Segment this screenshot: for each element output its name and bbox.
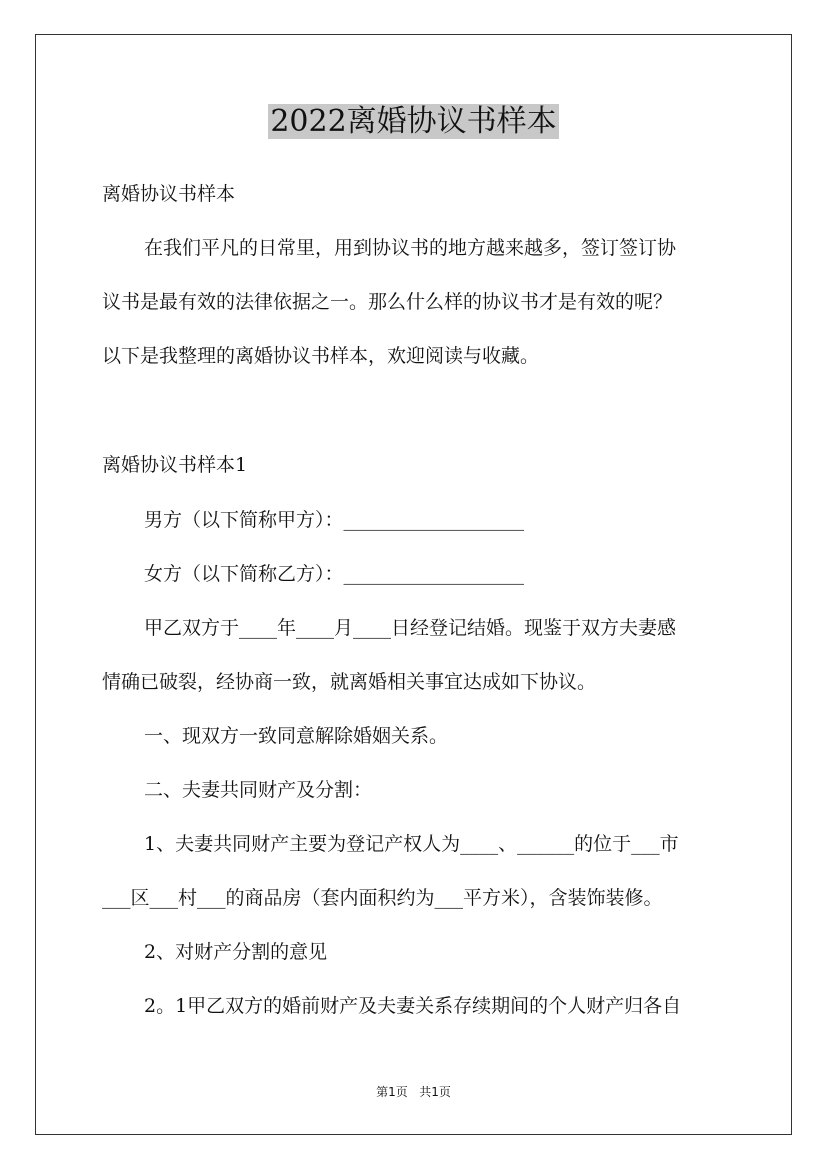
- paragraph-line: 2、对财产分割的意见: [144, 941, 328, 963]
- paragraph-line: 甲乙双方于____年____月____日经登记结婚。现鉴于双方夫妻感: [144, 617, 677, 639]
- paragraph-line: 二、夫妻共同财产及分割：: [144, 779, 373, 801]
- page-footer: [0, 1083, 827, 1101]
- paragraph-line: 情确已破裂，经协商一致，就离婚相关事宜达成如下协议。: [102, 671, 597, 693]
- page-number: 第1页: [376, 1085, 408, 1099]
- paragraph-line: 2。1甲乙双方的婚前财产及夫妻关系存续期间的个人财产归各自: [144, 995, 682, 1017]
- section-heading: 离婚协议书样本: [102, 183, 236, 205]
- paragraph-line: 以下是我整理的离婚协议书样本，欢迎阅读与收藏。: [102, 345, 540, 367]
- paragraph-line: 男方（以下简称甲方）：___________________: [144, 509, 525, 531]
- paragraph-line: 议书是最有效的法律依据之一。那么什么样的协议书才是有效的呢？: [102, 291, 673, 313]
- paragraph-line: 一、现双方一致同意解除婚姻关系。: [144, 725, 449, 747]
- section-heading: 离婚协议书样本1: [102, 454, 248, 476]
- document-title: 2022离婚协议书样本: [270, 104, 557, 139]
- paragraph-line: 在我们平凡的日常里，用到协议书的地方越来越多，签订签订协: [144, 237, 677, 259]
- page-total: 共1页: [419, 1085, 451, 1099]
- paragraph-line: 1、夫妻共同财产主要为登记产权人为____、______的位于___市: [144, 833, 679, 855]
- paragraph-line: ___区___村___的商品房（套内面积约为___平方米），含装饰装修。: [102, 887, 663, 909]
- paragraph-line: 女方（以下简称乙方）：___________________: [144, 563, 525, 585]
